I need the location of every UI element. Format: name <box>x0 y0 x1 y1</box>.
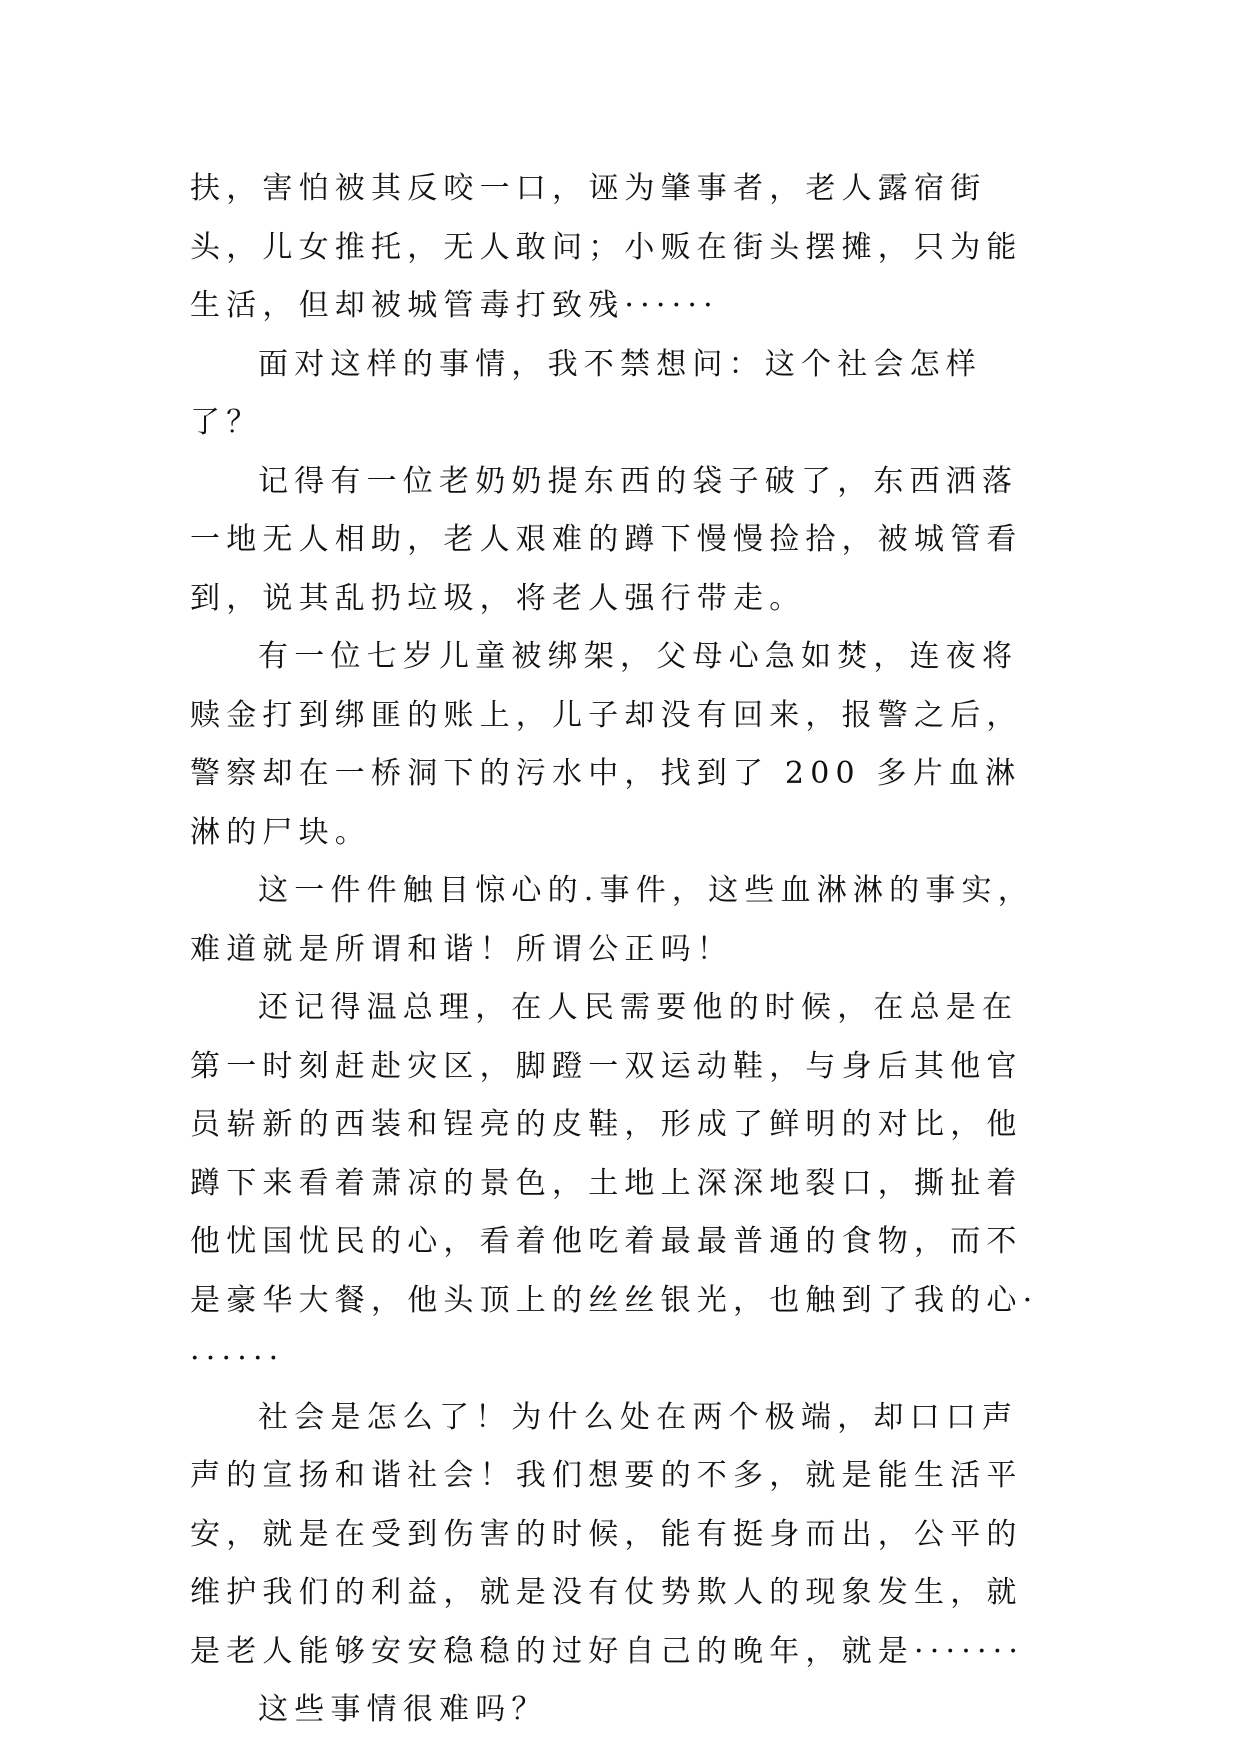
paragraph-5: 这一件件触目惊心的.事件，这些血淋淋的事实，难道就是所谓和谐！所谓公正吗！ <box>190 873 1034 967</box>
paragraph-6: 还记得温总理，在人民需要他的时候，在总是在第一时刻赶赴灾区，脚蹬一双运动鞋，与身后其他官员崭新的西装和锃亮的皮鞋，形成了鲜明的对比，他蹲下来看着萧凉的景色，土地上深深地裂口，撕扯着他忧国忧民的心，看着他吃着最最普通的食物，而不是豪华大餐，他头顶上的丝丝银光，也触到了我的心······· <box>190 990 1039 1376</box>
paragraph-4: 有一位七岁儿童被绑架，父母心急如焚，连夜将赎金打到绑匪的账上，儿子却没有回来，报警之后，警察却在一桥洞下的污水中，找到了 200 多片血淋淋的尸块。 <box>190 639 1023 850</box>
paragraph-8: 这些事情很难吗？ <box>258 1692 548 1727</box>
paragraph-1: 扶，害怕被其反咬一口，诬为肇事者，老人露宿街头，儿女推托，无人敢问；小贩在街头摆摊，只为能生活，但却被城管毒打致残······ <box>190 171 1023 323</box>
document-body <box>190 160 1050 1740</box>
paragraph-7: 社会是怎么了！为什么处在两个极端，却口口声声的宣扬和谐社会！我们想要的不多，就是能生活平安，就是在受到伤害的时候，能有挺身而出，公平的维护我们的利益，就是没有仗势欺人的现象发生，就是老人能够安安稳稳的过好自己的晚年，就是······· <box>190 1399 1025 1669</box>
paragraph-3: 记得有一位老奶奶提东西的袋子破了，东西洒落一地无人相助，老人艰难的蹲下慢慢捡拾，被城管看到，说其乱扔垃圾，将老人强行带走。 <box>190 463 1023 616</box>
paragraph-2: 面对这样的事情，我不禁想问：这个社会怎样了？ <box>190 346 982 440</box>
